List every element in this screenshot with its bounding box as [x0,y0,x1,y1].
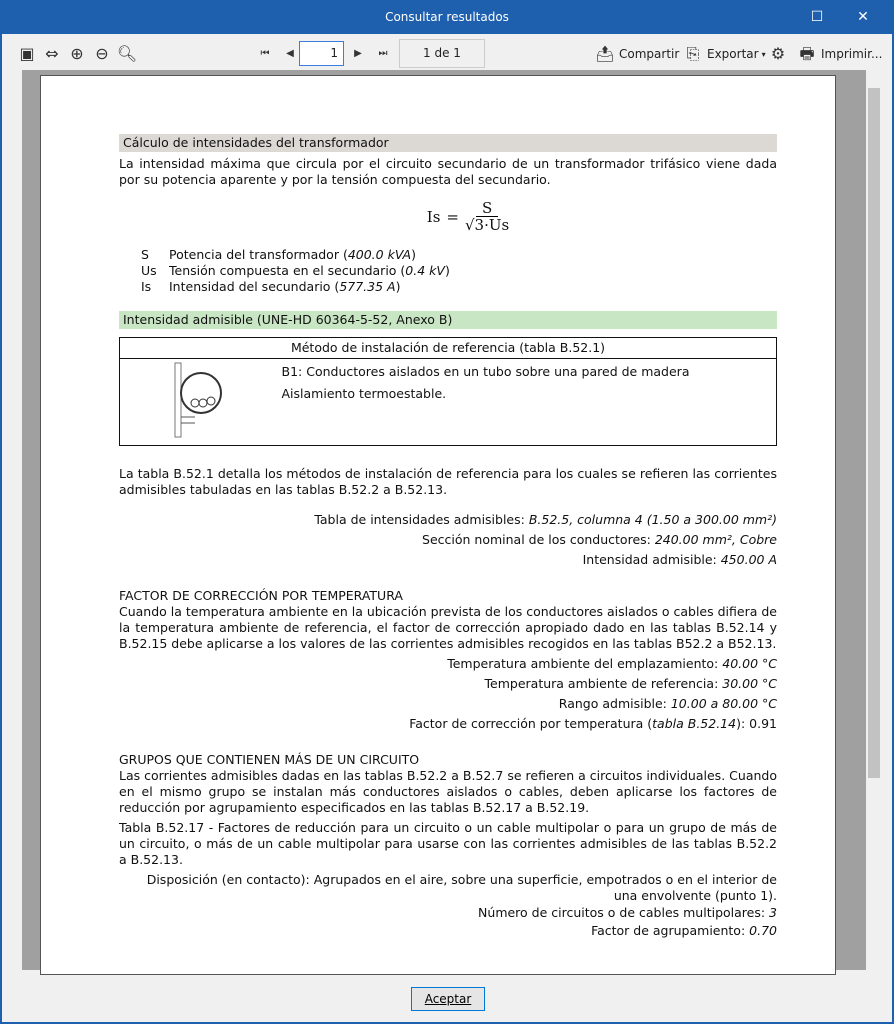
result-label: Número de circuitos o de cables multipolares: [478,905,770,920]
chevron-down-icon: ▾ [761,49,766,59]
paragraph: Las corrientes admisibles dadas en las tablas B.52.2 a B.52.7 se refieren a circuitos individuales. Cuando en el mismo grupo se instalan más conductores aislados o cables, deben aplicarse los factores de reducción por agrupamiento especificados en las tablas B.52.17 a B.52.19. [119,768,777,815]
subsection-title: GRUPOS QUE CONTIENEN MÁS DE UN CIRCUITO [119,752,420,767]
variable-list: S Potencia del transformador ( 400.0 kVA ) Us Tensión compuesta en el secundario ( 0.4 kV ) Is Intensidad del secundario ( 577.35 A ) [141,247,450,294]
toolbar [2,34,892,72]
result-value: 240.00 mm², Cobre [654,532,777,547]
result-label: Temperatura ambiente de referencia: [484,676,723,691]
share-label: Compartir [619,47,680,61]
formula-lhs: Is [426,207,441,226]
method-text: B1: Conductores aislados en un tubo sobre una pared de madera [281,364,690,379]
settings-icon[interactable]: ⚙ [770,44,786,63]
close-button[interactable]: ✕ [857,9,869,25]
next-page-icon[interactable]: ▶ [354,48,362,59]
result-label: Factor de corrección por temperatura ( [409,716,653,731]
print-icon: 🖶 [799,44,815,63]
var-value: 400.0 kVA [347,247,412,262]
result-label: Rango admisible: [558,696,671,711]
installation-diagram [120,359,280,446]
results-block [119,654,777,734]
paragraph: Tabla B.52.17 - Factores de reducción para un circuito o un cable multipolar o para un grupo de más de un circuito, o más de un cable multipolar para usarse con las corrientes admisibles de las tablas B.52.2 a B.52.13. [119,820,777,867]
accept-button[interactable]: Aceptar [411,987,485,1011]
dialog-body [2,34,892,1022]
result-label: Tabla de intensidades admisibles: [314,512,529,527]
export-label: Exportar [707,47,759,61]
result-label: Intensidad admisible: [582,552,721,567]
scrollbar-thumb[interactable] [868,88,880,778]
formula: Is = $\frac{S}{√3\cdot Us}$ [426,199,510,234]
vertical-scrollbar[interactable] [866,70,882,970]
window-title: Consultar resultados [385,10,509,24]
fit-page-icon[interactable]: ▣ [19,44,35,63]
last-page-icon[interactable]: ⏭ [378,48,388,59]
page-number-input[interactable]: 1 [299,41,344,66]
result-label: Temperatura ambiente del emplazamiento: [447,656,723,671]
export-icon: ⎘ [686,44,700,63]
var-text: Potencia del transformador ( [169,247,348,262]
result-value: 3 [769,905,777,920]
conduit-wall-icon [165,361,235,439]
var-text: Intensidad del secundario ( [169,279,340,294]
share-icon: 📤︎ [594,44,616,63]
report-page [40,75,836,975]
subsection-title: FACTOR DE CORRECCIÓN POR TEMPERATURA [119,588,403,603]
var-symbol: S [141,247,149,262]
var-value: 0.4 kV [405,263,445,278]
result-value: 40.00 °C [722,656,777,671]
formula-denominator: √3·Us [464,216,510,234]
zoom-page-icon[interactable]: 🔍︎ [116,44,138,63]
result-label: Sección nominal de los conductores: [422,532,655,547]
maximize-button[interactable]: ☐ [810,9,824,25]
var-text: Tensión compuesta en el secundario ( [169,263,406,278]
installation-method-table [119,337,777,446]
document-viewer [22,70,866,970]
result-value: 450.00 A [720,552,777,567]
prev-page-icon[interactable]: ◀ [286,48,294,59]
page-count: 1 de 1 [399,39,485,68]
zoom-out-icon[interactable]: ⊖ [95,44,109,63]
paragraph: Disposición (en contacto): Agrupados en el aire, sobre una superficie, empotrados o en el interior de una envolvente (punto 1). [146,872,777,903]
zoom-in-icon[interactable]: ⊕ [70,44,84,63]
title-bar [0,0,894,34]
formula-numerator: S [476,200,498,217]
share-button[interactable] [594,43,679,65]
print-button[interactable] [796,43,882,65]
insulation-text: Aislamiento termoestable. [281,386,447,401]
paragraph: Cuando la temperatura ambiente en la ubicación prevista de los conductores aislados o cables difiera de la temperatura ambiente de referencia, el factor de corrección apropiado dado en las tablas B.52.14 y B.52.15 debe aplicarse a los valores de las corrientes admisibles recogidos en las tablas B52.2 a B52.13. [119,604,777,651]
result-value: B.52.5, columna 4 (1.50 a 300.00 mm²) [528,512,777,527]
table-header: Método de instalación de referencia (tabla B.52.1) [120,338,777,359]
first-page-icon[interactable]: ⏮ [260,48,270,59]
result-value: ): 0.91 [736,716,777,731]
var-symbol: Us [141,263,157,278]
var-value: 577.35 A [339,279,396,294]
result-value: tabla B.52.14 [652,716,737,731]
section-header: Intensidad admisible (UNE-HD 60364-5-52, Anexo B) [119,311,777,329]
result-label: Factor de agrupamiento: [591,923,750,938]
results-block [119,904,777,940]
fit-width-icon[interactable]: ⇔ [45,44,59,63]
result-value: 0.70 [749,923,777,938]
results-block [119,510,777,570]
var-symbol: Is [141,279,152,294]
section-header: Cálculo de intensidades del transformador [119,134,777,152]
print-label: Imprimir... [821,47,883,61]
paragraph: La tabla B.52.1 detalla los métodos de instalación de referencia para los cuales se refieren las corrientes admisibles tabuladas en las tablas B.52.2 a B.52.13. [119,466,777,497]
paragraph: La intensidad máxima que circula por el circuito secundario de un transformador trifásico viene dada por su potencia aparente y por la tensión compuesta del secundario. [119,156,777,187]
result-value: 30.00 °C [722,676,777,691]
result-value: 10.00 a 80.00 °C [670,696,777,711]
export-button[interactable] [682,43,766,65]
